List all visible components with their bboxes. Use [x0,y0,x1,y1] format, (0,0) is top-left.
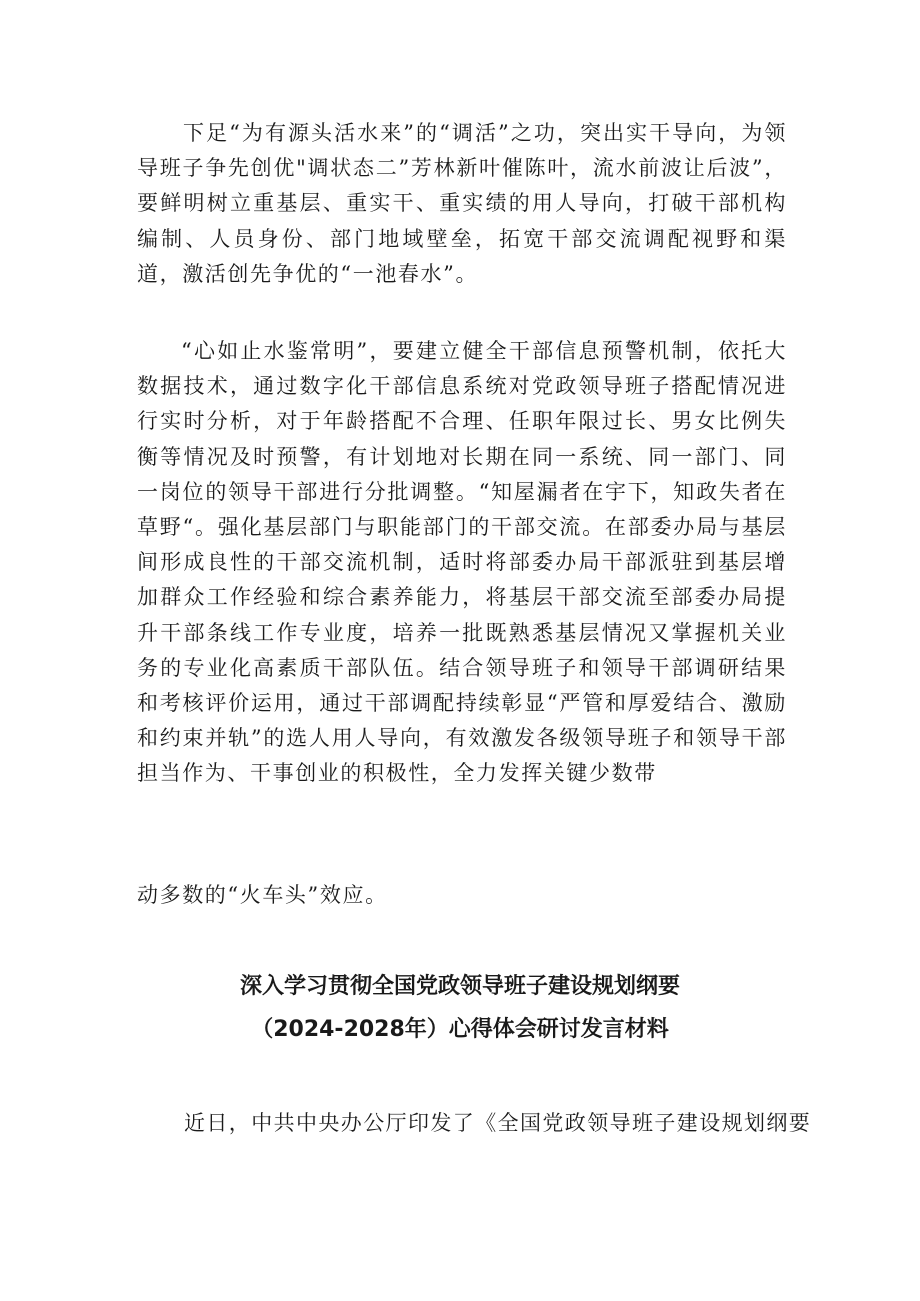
paragraph-staffing-vitality: 下足“为有源头活水来”的“调活”之功，突出实干导向，为领导班子争先创优"调状态二”芳林新叶催陈叶，流水前波让后波”，要鲜明树立重基层、重实干、重实绩的用人导向，打破干部机构编制、人员身份、部门地域壁垒，拓宽干部交流调配视野和渠道，激活创先争优的“一池春水”。 [137,121,787,286]
article-subtitle: （2024-2028年）心得体会研讨发言材料 [251,1017,669,1042]
paragraph-early-warning: “心如止水鉴常明”，要建立健全干部信息预警机制，依托大数据技术，通过数字化干部信息系统对党政领导班子搭配情况进行实时分析，对于年龄搭配不合理、任职年限过长、男女比例失衡等情况及时预警，有计划地对长期在同一系统、同一部门、同一岗位的领导干部进行分批调整。“知屋漏者在宇下，知政失者在草野“。强化基层部门与职能部门的干部交流。在部委办局与基层间形成良性的干部交流机制，适时将部委办局干部派驻到基层增加群众工作经验和综合素养能力，将基层干部交流至部委办局提升干部条线工作专业度，培养一批既熟悉基层情况又掌握机关业务的专业化高素质干部队伍。结合领导班子和领导干部调研结果和考核评价运用，通过干部调配持续彰显“严管和厚爱结合、激励和约束并轨”的选人用人导向，有效激发各级领导班子和领导干部担当作为、干事创业的积极性，全力发挥关键少数带 [137,339,787,786]
article-title: 深入学习贯彻全国党政领导班子建设规划纲要 [239,974,680,999]
paragraph-intro: 近日，中共中央办公厅印发了《全国党政领导班子建设规划纲要 [184,1111,812,1135]
paragraph-early-warning-tail: 动多数的“火车头”效应。 [137,883,388,907]
